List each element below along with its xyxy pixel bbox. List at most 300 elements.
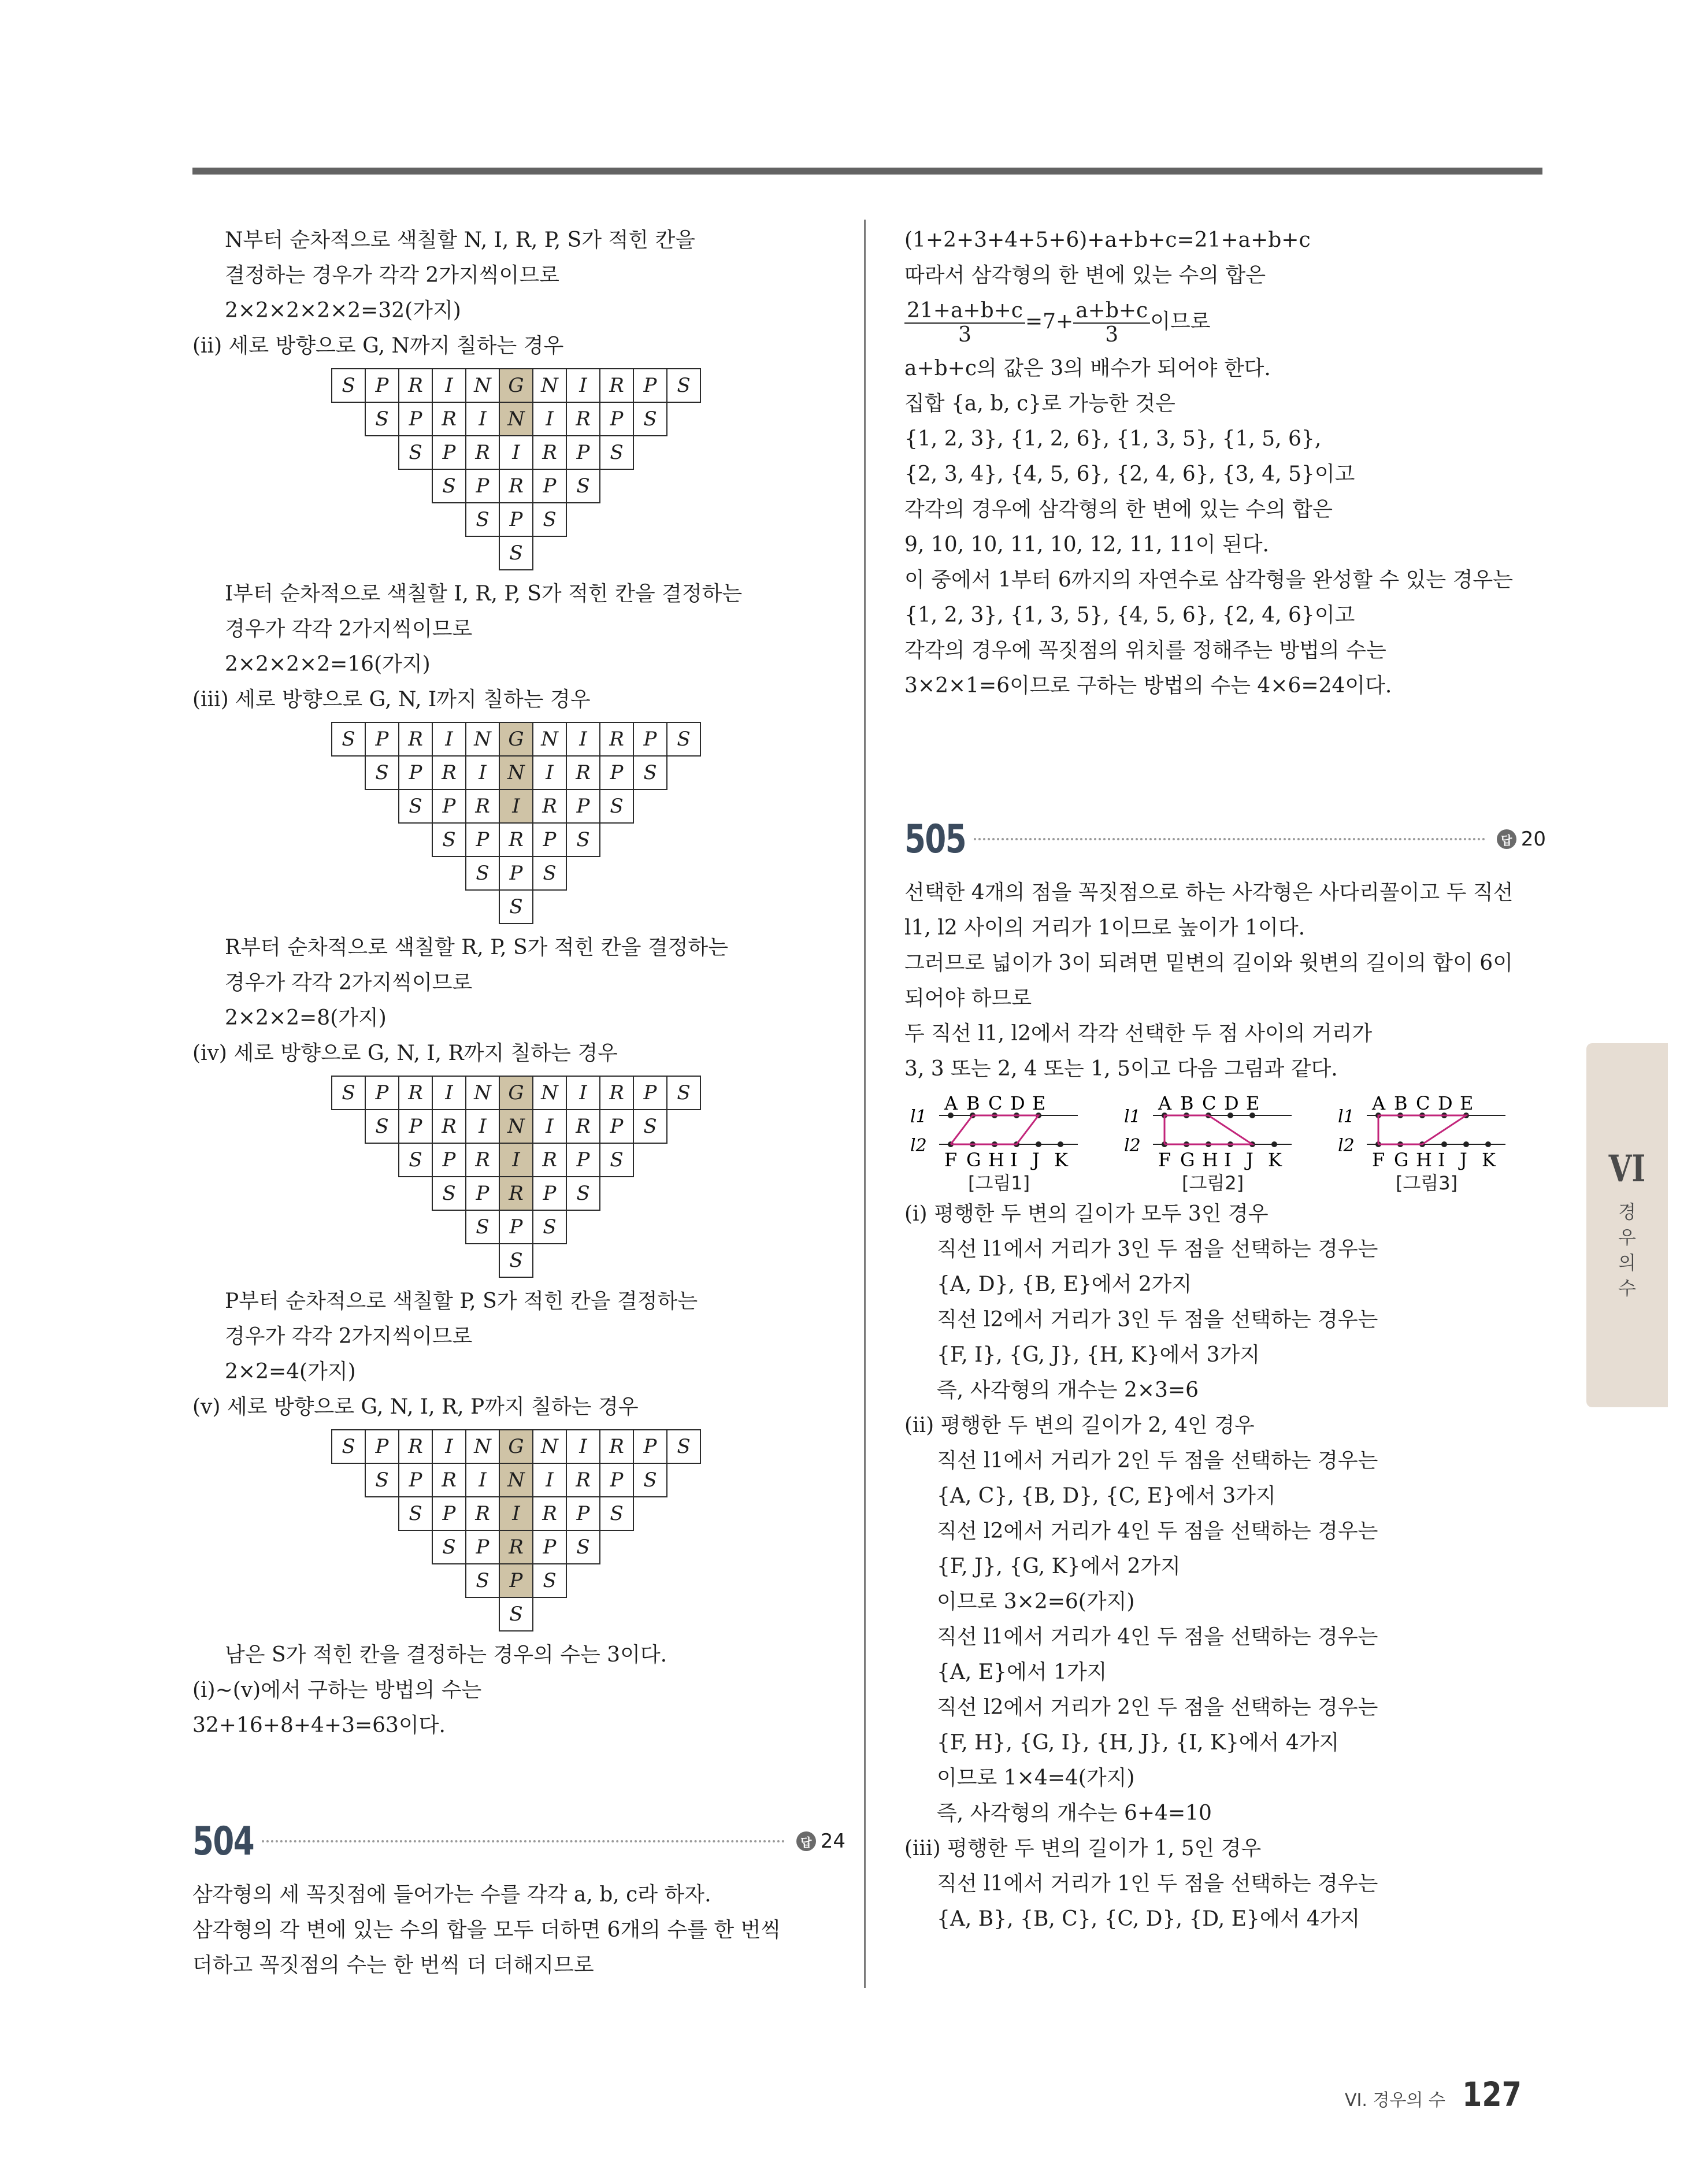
case-title: (iii) 평행한 두 변의 길이가 1, 5인 경우: [904, 1837, 1262, 1860]
grid-cell: R: [532, 1496, 567, 1531]
text-line: 남은 S가 적힌 칸을 결정하는 경우의 수는 3이다.: [225, 1643, 667, 1667]
point-label: F: [1158, 1149, 1171, 1171]
grid-cell: N: [465, 1429, 500, 1464]
case-title: (ii) 평행한 두 변의 길이가 2, 4인 경우: [904, 1414, 1255, 1437]
point-label: I: [1438, 1149, 1445, 1171]
grid-row: [331, 1076, 701, 1109]
grid-cell: R: [432, 1109, 466, 1144]
text-line: (1+2+3+4+5+6)+a+b+c=21+a+b+c: [904, 228, 1311, 252]
grid-cell: S: [666, 1076, 701, 1110]
page-number: 127: [1462, 2075, 1522, 2114]
figure-caption: [그림1]: [968, 1172, 1030, 1194]
line-label-l2: l2: [910, 1136, 927, 1156]
grid-cell: S: [432, 1176, 466, 1211]
trapezoid-shape: [1164, 1115, 1252, 1144]
grid-cell: S: [465, 1563, 500, 1598]
grid-cell: P: [465, 822, 500, 857]
point-label: C: [1416, 1092, 1430, 1114]
text-line: a+b+c의 값은 3의 배수가 되어야 한다.: [904, 357, 1271, 380]
grid-cell: S: [365, 755, 399, 790]
fraction-numerator: a+b+c: [1073, 299, 1150, 324]
grid-cell: P: [599, 755, 634, 790]
grid-row: [398, 789, 634, 822]
grid-cell: S: [331, 1076, 366, 1110]
grid-cell: S: [398, 789, 433, 824]
grid-cell: R: [465, 1143, 500, 1177]
line-label-l1: l1: [1124, 1107, 1141, 1127]
text-line: 2×2×2×2×2=32(가지): [225, 299, 461, 322]
case-title: (v) 세로 방향으로 G, N, I, R, P까지 칠하는 경우: [192, 1395, 639, 1419]
grid-cell: S: [633, 402, 667, 436]
text-line: {F, H}, {G, I}, {H, J}, {I, K}에서 4가지: [937, 1731, 1340, 1755]
grid-cell: P: [432, 435, 466, 470]
grid-cell: S: [566, 1176, 600, 1211]
grid-cell: P: [398, 1109, 433, 1144]
grid-row: [398, 435, 634, 469]
grid-cell: P: [633, 368, 667, 403]
answer-icon: 답: [1497, 829, 1516, 849]
grid-row: [465, 1563, 567, 1597]
point-label: A: [1372, 1092, 1386, 1114]
grid-row: [499, 1243, 533, 1277]
text-line: 3×2×1=6이므로 구하는 방법의 수는 4×6=24이다.: [904, 674, 1392, 698]
grid-cell: I: [465, 402, 500, 436]
grid-cell: R: [599, 1429, 634, 1464]
text-line: 집합 {a, b, c}로 가능한 것은: [904, 392, 1175, 416]
text-line: 경우가 각각 2가지씩이므로: [225, 617, 473, 641]
grid-row: [499, 1597, 533, 1630]
grid-cell: P: [566, 1143, 600, 1177]
text-line: 더하고 꼭짓점의 수는 한 번씩 더 더해지므로: [192, 1953, 594, 1977]
grid-cell: S: [331, 1429, 366, 1464]
text-line: {2, 3, 4}, {4, 5, 6}, {2, 4, 6}, {3, 4, 5}이고: [904, 462, 1355, 486]
grid-cell: I: [465, 1463, 500, 1497]
trapezoid-shape: [951, 1115, 1039, 1144]
problem-504-header: [192, 1812, 845, 1870]
grid-cell: S: [599, 1496, 634, 1531]
dotted-leader: [974, 838, 1485, 840]
point-label: E: [1246, 1092, 1260, 1114]
fraction: [1073, 299, 1150, 347]
text-line: {F, I}, {G, J}, {H, K}에서 3가지: [937, 1343, 1260, 1367]
grid-cell: R: [398, 722, 433, 757]
grid-cell: I: [566, 722, 600, 757]
grid-cell: S: [331, 368, 366, 403]
grid-cell: P: [465, 469, 500, 503]
point-label: G: [1394, 1149, 1409, 1171]
grid-cell: R: [566, 1109, 600, 1144]
grid-cell: P: [566, 789, 600, 824]
case-title: (i) 평행한 두 변의 길이가 모두 3인 경우: [904, 1202, 1269, 1226]
grid-cell: S: [365, 402, 399, 436]
grid-cell: R: [432, 755, 466, 790]
grid-cell: N: [499, 1109, 533, 1144]
answer-value: 24: [820, 1830, 845, 1853]
text-line: 각각의 경우에 꼭짓점의 위치를 정해주는 방법의 수는: [904, 639, 1386, 662]
point-label: F: [1372, 1149, 1385, 1171]
text-line: 직선 l2에서 거리가 3인 두 점을 선택하는 경우는: [937, 1308, 1378, 1332]
grid-cell: P: [398, 402, 433, 436]
text-line: 선택한 4개의 점을 꼭짓점으로 하는 사각형은 사다리꼴이고 두 직선: [904, 881, 1514, 904]
grid-cell: I: [432, 1429, 466, 1464]
point-label: D: [1010, 1092, 1025, 1114]
figure-caption: [그림3]: [1396, 1172, 1458, 1194]
grid-cell: N: [465, 1076, 500, 1110]
grid-cell: P: [532, 1530, 567, 1564]
text-line: 삼각형의 세 꼭짓점에 들어가는 수를 각각 a, b, c라 하자.: [192, 1883, 711, 1907]
chapter-char: 수: [1618, 1277, 1636, 1299]
grid-cell: N: [499, 402, 533, 436]
grid-cell: S: [398, 1143, 433, 1177]
text-line: 따라서 삼각형의 한 변에 있는 수의 합은: [904, 264, 1266, 287]
grid-cell: S: [432, 469, 466, 503]
grid-cell: P: [633, 1076, 667, 1110]
grid-cell: P: [599, 402, 634, 436]
point-label: B: [1394, 1092, 1408, 1114]
text-line: {A, D}, {B, E}에서 2가지: [937, 1273, 1192, 1296]
problem-number: 505: [904, 816, 966, 862]
text-line: 두 직선 l1, l2에서 각각 선택한 두 점 사이의 거리가: [904, 1022, 1373, 1045]
grid-cell: P: [599, 1109, 634, 1144]
grid-cell: S: [599, 789, 634, 824]
grid-cell: I: [432, 722, 466, 757]
grid-cell: R: [499, 822, 533, 857]
line-label-l1: l1: [1338, 1107, 1355, 1127]
grid-cell: G: [499, 368, 533, 403]
grid-row: [499, 889, 533, 923]
grid-cell: S: [499, 536, 533, 570]
chapter-char: 경: [1618, 1201, 1636, 1223]
answer-badge: [1497, 828, 1546, 851]
left-column: [192, 223, 845, 1983]
case-title: (iv) 세로 방향으로 G, N, I, R까지 칠하는 경우: [192, 1041, 618, 1065]
grid-cell: I: [532, 1109, 567, 1144]
text-line: 이 중에서 1부터 6까지의 자연수로 삼각형을 완성할 수 있는 경우는: [904, 568, 1513, 592]
grid-cell: P: [365, 722, 399, 757]
fraction-denominator: 3: [1105, 323, 1119, 347]
point-label: F: [944, 1149, 958, 1171]
point-label: H: [1416, 1149, 1432, 1171]
point-label: K: [1054, 1149, 1068, 1171]
page-footer: [1345, 2075, 1527, 2114]
point-label: B: [1180, 1092, 1194, 1114]
grid-cell: S: [532, 1563, 567, 1598]
text-line: {A, C}, {B, D}, {C, E}에서 3가지: [937, 1484, 1276, 1508]
grid-cell: S: [532, 1210, 567, 1244]
grid-cell: R: [532, 789, 567, 824]
point-label: H: [988, 1149, 1004, 1171]
grid-cell: P: [365, 368, 399, 403]
problem-number: 504: [192, 1818, 254, 1864]
text-line: 2×2×2×2=16(가지): [225, 652, 431, 676]
figures-svg: [904, 1092, 1546, 1196]
text-line: 그러므로 넓이가 3이 되려면 밑변의 길이와 윗변의 길이의 합이 6이: [904, 951, 1513, 975]
line-label-l1: l1: [910, 1107, 927, 1127]
grid-cell: R: [499, 1176, 533, 1211]
grid-cell: N: [465, 722, 500, 757]
letter-grid: [192, 368, 845, 572]
grid-cell: I: [566, 1076, 600, 1110]
text-line: 2×2=4(가지): [225, 1360, 356, 1384]
grid-cell: R: [566, 1463, 600, 1497]
point-dot: [1271, 1141, 1277, 1147]
grid-cell: R: [599, 722, 634, 757]
grid-row: [365, 755, 667, 789]
grid-row: [432, 822, 600, 856]
text-line: R부터 순차적으로 색칠할 R, P, S가 적힌 칸을 결정하는: [225, 936, 728, 959]
grid-row: [432, 1530, 600, 1563]
grid-row: [365, 1463, 667, 1496]
grid-cell: S: [465, 1210, 500, 1244]
grid-cell: R: [432, 1463, 466, 1497]
grid-row: [398, 1496, 634, 1530]
fraction-middle: =7+: [1025, 310, 1074, 333]
point-dot: [1441, 1141, 1447, 1147]
grid-cell: S: [666, 368, 701, 403]
grid-cell: R: [599, 368, 634, 403]
grid-cell: P: [499, 502, 533, 537]
grid-cell: S: [633, 1109, 667, 1144]
grid-cell: I: [566, 368, 600, 403]
grid-cell: S: [566, 822, 600, 857]
grid-cell: I: [566, 1429, 600, 1464]
answer-badge: [796, 1830, 845, 1853]
line-label-l2: l2: [1124, 1136, 1141, 1156]
grid-row: [465, 1210, 567, 1243]
grid-cell: G: [499, 1076, 533, 1110]
right-column: [904, 223, 1546, 1937]
grid-row: [331, 1429, 701, 1463]
grid-cell: R: [432, 402, 466, 436]
point-dot: [1485, 1141, 1491, 1147]
grid-cell: I: [532, 755, 567, 790]
line-label-l2: l2: [1338, 1136, 1355, 1156]
text-line: 되어야 하므로: [904, 987, 1032, 1010]
grid-cell: P: [566, 1496, 600, 1531]
grid-cell: P: [499, 1563, 533, 1598]
answer-icon: 답: [796, 1831, 816, 1851]
point-label: H: [1202, 1149, 1218, 1171]
grid-cell: N: [532, 722, 567, 757]
point-dot: [1036, 1141, 1041, 1147]
grid-cell: N: [465, 368, 500, 403]
text-line: 경우가 각각 2가지씩이므로: [225, 1325, 473, 1348]
problem-505-header: [904, 810, 1546, 868]
fraction-numerator: 21+a+b+c: [904, 299, 1025, 324]
fraction-tail: 이므로: [1150, 310, 1211, 333]
grid-cell: R: [532, 435, 567, 470]
grid-cell: P: [633, 1429, 667, 1464]
fraction-denominator: 3: [958, 323, 971, 347]
column-divider: [864, 220, 866, 1988]
text-line: 2×2×2=8(가지): [225, 1006, 387, 1030]
grid-cell: P: [599, 1463, 634, 1497]
grid-cell: S: [432, 1530, 466, 1564]
letter-grid: [192, 722, 845, 925]
text-line: 직선 l2에서 거리가 2인 두 점을 선택하는 경우는: [937, 1696, 1378, 1719]
grid-cell: N: [532, 1076, 567, 1110]
grid-cell: S: [566, 1530, 600, 1564]
grid-cell: I: [499, 1143, 533, 1177]
grid-cell: S: [465, 856, 500, 891]
text-line: 즉, 사각형의 개수는 6+4=10: [937, 1801, 1212, 1825]
text-line: 각각의 경우에 삼각형의 한 변에 있는 수의 합은: [904, 498, 1333, 521]
grid-cell: I: [432, 1076, 466, 1110]
grid-cell: S: [465, 502, 500, 537]
text-line: {A, E}에서 1가지: [937, 1660, 1107, 1684]
grid-cell: N: [499, 755, 533, 790]
grid-cell: S: [398, 1496, 433, 1531]
grid-cell: N: [532, 368, 567, 403]
grid-cell: R: [465, 435, 500, 470]
grid-cell: P: [432, 1496, 466, 1531]
answer-value: 20: [1520, 828, 1546, 851]
grid-cell: S: [432, 822, 466, 857]
point-label: E: [1460, 1092, 1474, 1114]
point-label: K: [1268, 1149, 1282, 1171]
point-label: I: [1224, 1149, 1232, 1171]
grid-cell: S: [365, 1109, 399, 1144]
grid-row: [331, 368, 701, 402]
chapter-char: 의: [1618, 1252, 1636, 1274]
grid-cell: R: [465, 1496, 500, 1531]
grid-cell: P: [465, 1176, 500, 1211]
dotted-leader: [262, 1840, 785, 1842]
grid-cell: R: [566, 402, 600, 436]
point-label: J: [1246, 1149, 1253, 1171]
text-line: I부터 순차적으로 색칠할 I, R, P, S가 적힌 칸을 결정하는: [225, 582, 743, 606]
point-dot: [1463, 1141, 1469, 1147]
grid-cell: S: [499, 1597, 533, 1631]
grid-cell: S: [666, 1429, 701, 1464]
grid-cell: P: [398, 1463, 433, 1497]
point-label: I: [1010, 1149, 1018, 1171]
grid-row: [432, 1176, 600, 1210]
text-line: N부터 순차적으로 색칠할 N, I, R, P, S가 적힌 칸을: [225, 228, 696, 252]
grid-row: [398, 1143, 634, 1176]
text-line: {1, 2, 3}, {1, 2, 6}, {1, 3, 5}, {1, 5, 6},: [904, 427, 1322, 451]
case-title: (iii) 세로 방향으로 G, N, I까지 칠하는 경우: [192, 688, 591, 711]
chapter-title-vertical: [1586, 1199, 1668, 1301]
point-label: G: [966, 1149, 981, 1171]
point-label: J: [1460, 1149, 1467, 1171]
trapezoid-figures: [904, 1092, 1546, 1196]
trapezoid-shape: [1378, 1115, 1466, 1144]
grid-row: [331, 722, 701, 755]
grid-row: [432, 469, 600, 502]
grid-cell: S: [666, 722, 701, 757]
text-line: 32+16+8+4+3=63이다.: [192, 1714, 446, 1737]
grid-cell: S: [599, 1143, 634, 1177]
top-rule: [192, 168, 1542, 175]
text-line: 직선 l1에서 거리가 4인 두 점을 선택하는 경우는: [937, 1625, 1378, 1649]
point-label: A: [944, 1092, 958, 1114]
grid-cell: P: [499, 1210, 533, 1244]
grid-row: [365, 1109, 667, 1143]
grid-cell: I: [499, 1496, 533, 1531]
chapter-char: 우: [1618, 1226, 1636, 1248]
grid-cell: I: [499, 789, 533, 824]
grid-cell: P: [398, 755, 433, 790]
text-line: {A, B}, {B, C}, {C, D}, {D, E}에서 4가지: [937, 1907, 1360, 1931]
grid-cell: P: [633, 722, 667, 757]
grid-cell: S: [566, 469, 600, 503]
text-line: l1, l2 사이의 거리가 1이므로 높이가 1이다.: [904, 916, 1306, 940]
grid-cell: S: [499, 889, 533, 924]
grid-cell: R: [599, 1076, 634, 1110]
fraction: [904, 299, 1025, 347]
grid-cell: S: [365, 1463, 399, 1497]
figure-caption: [그림2]: [1182, 1172, 1244, 1194]
point-dot: [1058, 1141, 1063, 1147]
grid-row: [465, 856, 567, 889]
grid-cell: N: [532, 1429, 567, 1464]
grid-cell: I: [532, 1463, 567, 1497]
grid-cell: P: [532, 1176, 567, 1211]
text-line: 이므로 3×2=6(가지): [937, 1590, 1135, 1614]
text-line: (i)~(v)에서 구하는 방법의 수는: [192, 1678, 482, 1702]
text-line: 경우가 각각 2가지씩이므로: [225, 971, 473, 995]
chapter-roman: VI: [1608, 1147, 1646, 1191]
grid-cell: S: [599, 435, 634, 470]
grid-cell: S: [633, 755, 667, 790]
text-line: 직선 l1에서 거리가 1인 두 점을 선택하는 경우는: [937, 1872, 1378, 1896]
point-label: D: [1438, 1092, 1453, 1114]
grid-cell: R: [398, 1076, 433, 1110]
grid-cell: P: [532, 469, 567, 503]
fraction-line: [904, 293, 1546, 351]
text-line: 삼각형의 각 변에 있는 수의 합을 모두 더하면 6개의 수를 한 번씩: [192, 1918, 781, 1942]
grid-cell: P: [499, 856, 533, 891]
text-line: {1, 2, 3}, {1, 3, 5}, {4, 5, 6}, {2, 4, 6}이고: [904, 603, 1355, 627]
grid-cell: P: [432, 1143, 466, 1177]
grid-cell: R: [566, 755, 600, 790]
text-line: 3, 3 또는 2, 4 또는 1, 5이고 다음 그림과 같다.: [904, 1057, 1338, 1081]
chapter-side-tab: [1586, 1043, 1668, 1407]
grid-cell: S: [532, 502, 567, 537]
grid-cell: S: [633, 1463, 667, 1497]
grid-cell: R: [499, 1530, 533, 1564]
grid-cell: P: [532, 822, 567, 857]
letter-grid: [192, 1076, 845, 1279]
text-line: 이므로 1×4=4(가지): [937, 1766, 1135, 1790]
text-line: 9, 10, 10, 11, 10, 12, 11, 11이 된다.: [904, 533, 1269, 557]
point-label: C: [988, 1092, 1003, 1114]
grid-cell: S: [532, 856, 567, 891]
footer-chapter: VI. 경우의 수: [1345, 2090, 1445, 2111]
point-label: K: [1482, 1149, 1496, 1171]
grid-cell: P: [365, 1429, 399, 1464]
grid-cell: G: [499, 722, 533, 757]
text-line: P부터 순차적으로 색칠할 P, S가 적힌 칸을 결정하는: [225, 1289, 698, 1313]
text-line: 즉, 사각형의 개수는 2×3=6: [937, 1378, 1199, 1402]
text-line: 결정하는 경우가 각각 2가지씩이므로: [225, 264, 559, 287]
point-label: G: [1180, 1149, 1195, 1171]
grid-cell: I: [432, 368, 466, 403]
grid-cell: G: [499, 1429, 533, 1464]
grid-cell: R: [398, 368, 433, 403]
grid-cell: R: [532, 1143, 567, 1177]
grid-cell: R: [465, 789, 500, 824]
grid-cell: P: [465, 1530, 500, 1564]
grid-cell: S: [499, 1243, 533, 1278]
text-line: 직선 l1에서 거리가 2인 두 점을 선택하는 경우는: [937, 1449, 1378, 1473]
grid-cell: I: [532, 402, 567, 436]
text-line: {F, J}, {G, K}에서 2가지: [937, 1555, 1181, 1578]
grid-cell: P: [432, 789, 466, 824]
text-line: 직선 l2에서 거리가 4인 두 점을 선택하는 경우는: [937, 1519, 1378, 1543]
grid-cell: R: [499, 469, 533, 503]
